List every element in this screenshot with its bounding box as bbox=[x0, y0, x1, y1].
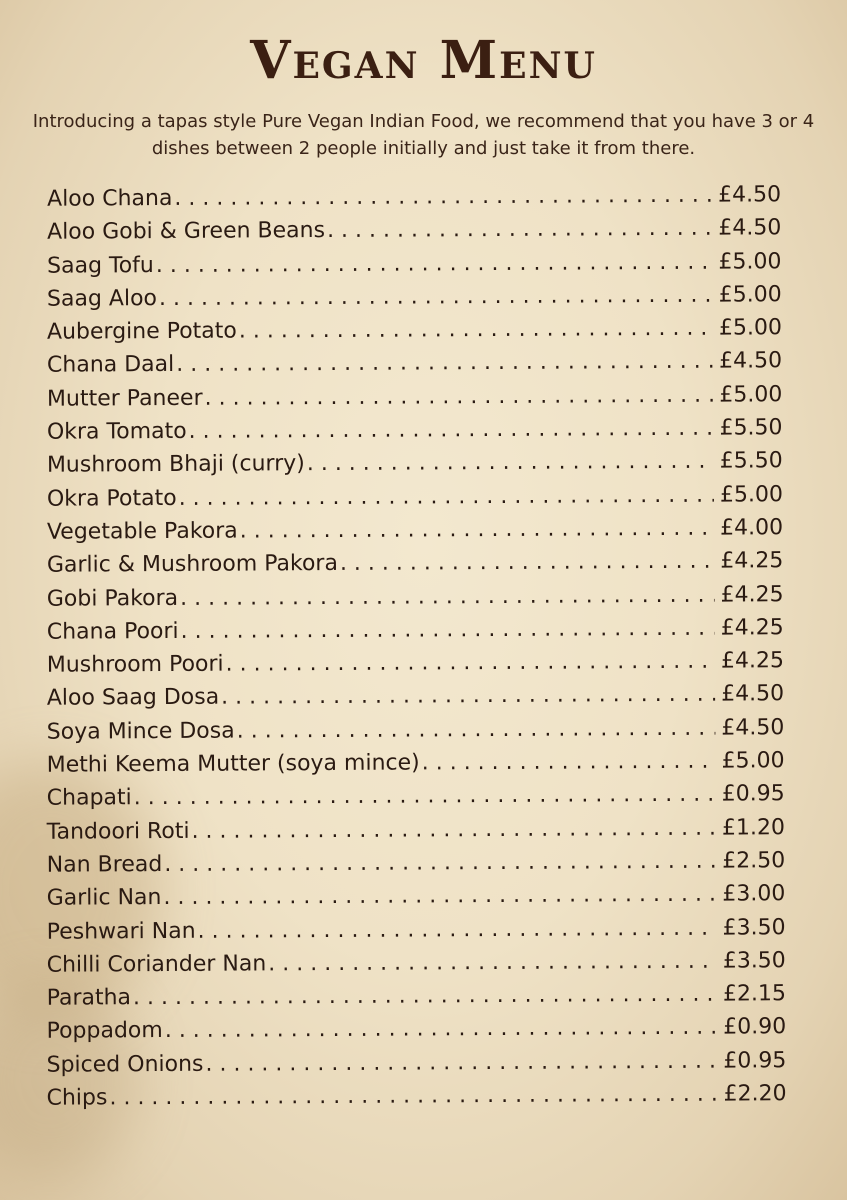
dot-leader bbox=[198, 911, 717, 947]
dot-leader bbox=[237, 711, 716, 747]
dot-leader bbox=[180, 578, 715, 614]
item-name: Chips bbox=[46, 1085, 108, 1111]
item-price: £4.50 bbox=[719, 348, 783, 375]
dot-leader bbox=[189, 412, 714, 448]
item-name: Aloo Saag Dosa bbox=[46, 685, 220, 712]
item-name: Peshwari Nan bbox=[46, 918, 196, 945]
item-price: £4.25 bbox=[720, 648, 785, 674]
item-name: Mushroom Bhaji (curry) bbox=[46, 451, 305, 479]
item-price: £4.00 bbox=[720, 515, 784, 541]
menu-item bbox=[0, 178, 847, 216]
menu-item bbox=[2, 444, 847, 482]
menu-item bbox=[4, 810, 847, 848]
menu-item bbox=[3, 711, 847, 749]
item-price: £5.00 bbox=[718, 248, 782, 275]
dot-leader bbox=[340, 545, 715, 580]
item-price: £1.20 bbox=[721, 814, 786, 841]
dot-leader bbox=[159, 279, 713, 315]
menu-title: Vegan Menu bbox=[250, 30, 597, 91]
menu-item bbox=[3, 611, 847, 649]
dot-leader bbox=[174, 179, 712, 215]
dot-leader bbox=[205, 1044, 717, 1080]
dot-leader bbox=[133, 978, 717, 1015]
menu-item bbox=[1, 311, 847, 349]
item-price: £2.15 bbox=[722, 981, 787, 1007]
item-name: Saag Tofu bbox=[47, 252, 154, 279]
item-price: £5.50 bbox=[719, 448, 783, 474]
item-price: £0.90 bbox=[723, 1014, 787, 1041]
item-name: Nan Bread bbox=[46, 851, 163, 878]
menu-item bbox=[4, 877, 847, 915]
item-name: Vegetable Pakora bbox=[46, 518, 238, 545]
dot-leader bbox=[191, 811, 716, 847]
item-name: Garlic Nan bbox=[46, 885, 162, 911]
item-price: £4.50 bbox=[718, 182, 782, 208]
item-name: Okra Tomato bbox=[46, 418, 187, 445]
dot-leader bbox=[422, 745, 716, 780]
menu-item bbox=[5, 977, 847, 1015]
item-price: £5.00 bbox=[721, 748, 785, 774]
item-name: Soya Mince Dosa bbox=[46, 718, 235, 745]
menu-item bbox=[5, 1044, 847, 1082]
menu-item bbox=[3, 644, 847, 682]
item-name: Garlic & Mushroom Pakora bbox=[46, 551, 338, 578]
item-name: Chana Daal bbox=[46, 352, 175, 379]
item-name: Aubergine Potato bbox=[46, 318, 237, 345]
dot-leader bbox=[327, 212, 712, 247]
menu-item bbox=[0, 211, 847, 249]
menu-item bbox=[2, 511, 847, 549]
menu-item bbox=[2, 544, 847, 582]
dot-leader bbox=[164, 845, 716, 881]
item-price: £4.50 bbox=[721, 681, 785, 708]
menu-item bbox=[5, 944, 847, 982]
dot-leader bbox=[156, 245, 713, 281]
menu-list bbox=[0, 178, 847, 1115]
item-price: £2.20 bbox=[723, 1081, 787, 1107]
item-price: £0.95 bbox=[721, 781, 785, 807]
item-price: £5.50 bbox=[719, 415, 783, 441]
item-price: £4.25 bbox=[720, 615, 784, 641]
item-price: £5.00 bbox=[719, 481, 783, 508]
menu-item bbox=[2, 577, 847, 615]
dot-leader bbox=[221, 678, 715, 714]
item-name: Saag Aloo bbox=[46, 285, 158, 312]
item-price: £4.25 bbox=[720, 581, 784, 608]
menu-item bbox=[1, 411, 847, 449]
dot-leader bbox=[109, 1078, 717, 1115]
item-name: Poppadom bbox=[46, 1018, 163, 1045]
item-price: £5.00 bbox=[718, 282, 782, 308]
item-name: Paratha bbox=[46, 985, 132, 1011]
dot-leader bbox=[239, 312, 713, 348]
dot-leader bbox=[240, 512, 715, 548]
menu-item bbox=[5, 1077, 847, 1115]
dot-leader bbox=[268, 944, 717, 980]
menu-item bbox=[3, 677, 847, 715]
menu-item bbox=[4, 844, 847, 882]
item-name: Methi Keema Mutter (soya mince) bbox=[46, 750, 420, 778]
item-price: £5.00 bbox=[719, 382, 783, 408]
item-price: £3.50 bbox=[722, 914, 786, 941]
item-name: Aloo Chana bbox=[47, 185, 173, 212]
item-name: Okra Potato bbox=[46, 485, 177, 512]
dot-leader bbox=[165, 1011, 718, 1047]
dot-leader bbox=[181, 612, 715, 648]
item-price: £0.95 bbox=[723, 1047, 787, 1074]
dot-leader bbox=[179, 478, 714, 514]
dot-leader bbox=[307, 445, 714, 480]
item-name: Tandoori Roti bbox=[46, 818, 190, 845]
menu-intro: Introducing a tapas style Pure Vegan Indian Food, we recommend that you have 3 or 4 dishes between 2 people initially and just take it from there. bbox=[32, 111, 815, 159]
item-price: £4.50 bbox=[718, 215, 782, 241]
item-name: Mutter Paneer bbox=[46, 385, 203, 412]
menu-item bbox=[1, 344, 847, 382]
dot-leader bbox=[204, 378, 713, 414]
item-price: £2.50 bbox=[722, 848, 786, 874]
menu-item bbox=[1, 378, 847, 416]
menu-item bbox=[1, 278, 847, 316]
item-name: Spiced Onions bbox=[46, 1051, 204, 1078]
item-name: Aloo Gobi & Green Beans bbox=[47, 218, 326, 246]
item-price: £5.00 bbox=[718, 315, 782, 341]
item-name: Gobi Pakora bbox=[46, 585, 179, 612]
item-price: £4.25 bbox=[720, 548, 784, 574]
dot-leader bbox=[226, 645, 716, 681]
item-name: Chilli Coriander Nan bbox=[46, 951, 267, 978]
menu-item bbox=[3, 744, 847, 782]
menu-item bbox=[5, 1010, 847, 1048]
item-price: £3.50 bbox=[722, 948, 786, 974]
dot-leader bbox=[163, 878, 716, 914]
menu-item bbox=[4, 777, 847, 815]
item-name: Chapati bbox=[46, 785, 132, 812]
menu-item bbox=[4, 910, 847, 948]
menu-item bbox=[2, 477, 847, 515]
item-name: Mushroom Poori bbox=[46, 651, 224, 678]
menu-item bbox=[0, 244, 847, 282]
item-name: Chana Poori bbox=[46, 618, 179, 645]
dot-leader bbox=[134, 778, 716, 815]
item-price: £4.50 bbox=[721, 714, 785, 741]
item-price: £3.00 bbox=[722, 881, 786, 907]
dot-leader bbox=[176, 345, 713, 381]
